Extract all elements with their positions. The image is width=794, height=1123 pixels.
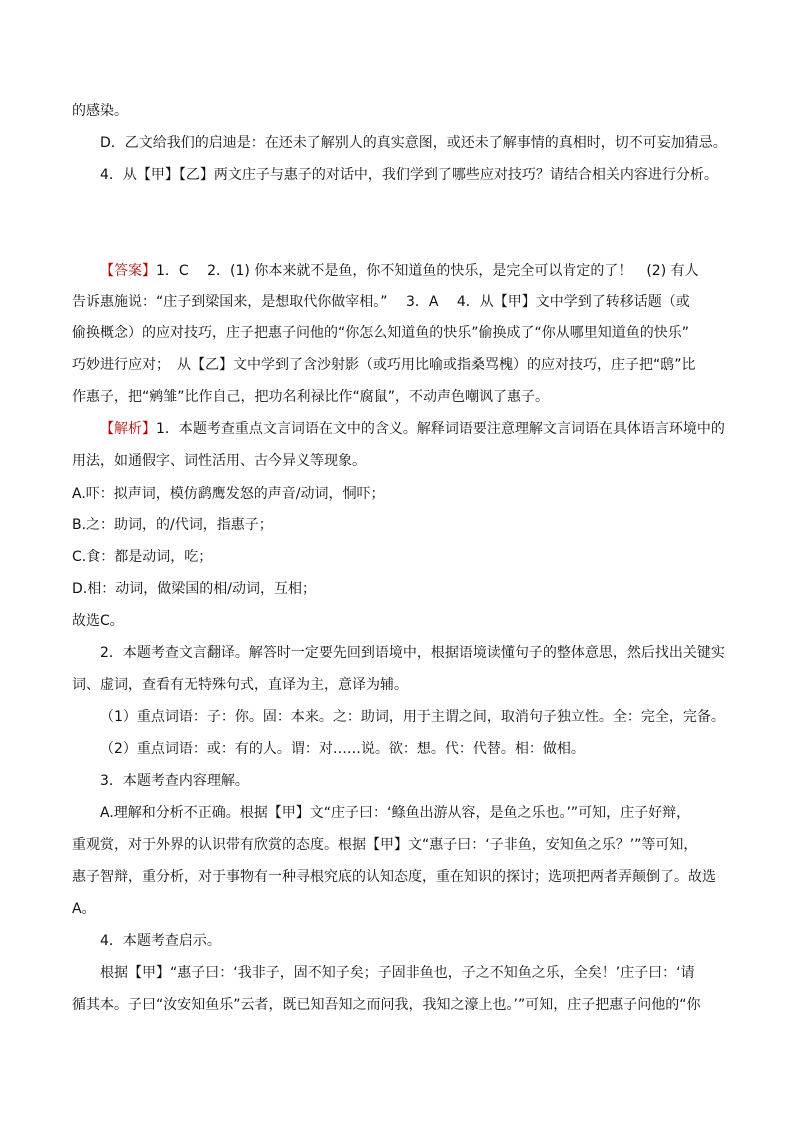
question-4: 4．从【甲】【乙】两文庄子与惠子的对话中，我们学到了哪些应对技巧？请结合相关内容进行分析。 <box>100 167 718 183</box>
analysis-line: 重观赏，对于外界的认识带有欣赏的态度。根据【甲】文“惠子曰：‘子非鱼，安知鱼之乐？’”等可知， <box>72 837 698 853</box>
analysis-line: 惠子智辩，重分析，对于事物有一种寻根究底的认知态度，重在知识的探讨；选项把两者弄颠倒了。故选 <box>72 869 716 885</box>
analysis-line: 循其本。子曰“汝安知鱼乐”云者，既已知吾知之而问我，我知之濠上也。’”可知，庄子把惠子问他的“你 <box>72 997 701 1013</box>
analysis-line: 4．本题考查启示。 <box>100 933 221 949</box>
option-d: D．乙文给我们的启迪是：在还未了解别人的真实意图，或还未了解事情的真相时，切不可妄加猜忌。 <box>100 135 727 151</box>
text-line: 的感染。 <box>72 103 128 119</box>
analysis-conclusion: 故选C。 <box>72 613 124 629</box>
analysis-line: 2．本题考查文言翻译。解答时一定要先回到语境中，根据语境读懂句子的整体意思，然后找出关键实 <box>100 645 725 661</box>
answer-line: 作惠子，把“鹓雏”比作自己，把功名利禄比作“腐鼠”，不动声色嘲讽了惠子。 <box>72 389 550 405</box>
analysis-line: 词、虚词，查看有无特殊句式，直译为主，意译为辅。 <box>72 677 408 693</box>
answer-line <box>100 260 732 282</box>
analysis-label: 【解析】 <box>100 421 156 437</box>
answer-text: 1．C 2．(1) 你本来就不是鱼，你不知道鱼的快乐，是完全可以肯定的了！ (2) 有人 <box>156 263 699 279</box>
analysis-text: 1．本题考查重点文言词语在文中的含义。解释词语要注意理解文言词语在具体语言环境中的 <box>156 421 725 437</box>
analysis-line: A.理解和分析不正确。根据【甲】文“庄子曰：‘鲦鱼出游从容，是鱼之乐也。’”可知，庄子好辩， <box>100 805 691 821</box>
answer-line: 巧妙进行应对； 从【乙】文中学到了含沙射影（或巧用比喻或指桑骂槐）的应对技巧，庄子把“鸱”比 <box>72 357 696 373</box>
analysis-line: （2）重点词语：或：有的人。谓：对……说。欲：想。代：代替。相：做相。 <box>100 741 585 757</box>
analysis-option-b: B.之：助词，的/代词，指惠子； <box>72 517 273 533</box>
analysis-option-a: A.吓：拟声词，模仿鹞鹰发怒的声音/动词，恫吓； <box>72 486 385 502</box>
analysis-line: 3．本题考查内容理解。 <box>100 773 249 789</box>
analysis-line: 根据【甲】“惠子曰：‘我非子，固不知子矣；子固非鱼也，子之不知鱼之乐，全矣！’庄子曰：‘请 <box>100 965 695 981</box>
analysis-option-c: C.食：都是动词，吃； <box>72 549 213 565</box>
analysis-line: A。 <box>72 901 96 917</box>
analysis-line <box>100 418 732 440</box>
answer-line: 告诉惠施说：“庄子到梁国来，是想取代你做宰相。” 3．A 4．从【甲】文中学到了转移话题（或 <box>72 294 690 310</box>
analysis-line: （1）重点词语：子：你。固：本来。之：助词，用于主谓之间，取消句子独立性。全：完全，完备。 <box>100 709 725 725</box>
answer-label: 【答案】 <box>100 263 156 279</box>
answer-line: 偷换概念）的应对技巧，庄子把惠子问他的“你怎么知道鱼的快乐”偷换成了“你从哪里知道鱼的快乐” <box>72 325 690 341</box>
analysis-line: 用法，如通假字、词性活用、古今异义等现象。 <box>72 453 366 469</box>
analysis-option-d: D.相：动词，做梁国的相/动词，互相； <box>72 581 316 597</box>
